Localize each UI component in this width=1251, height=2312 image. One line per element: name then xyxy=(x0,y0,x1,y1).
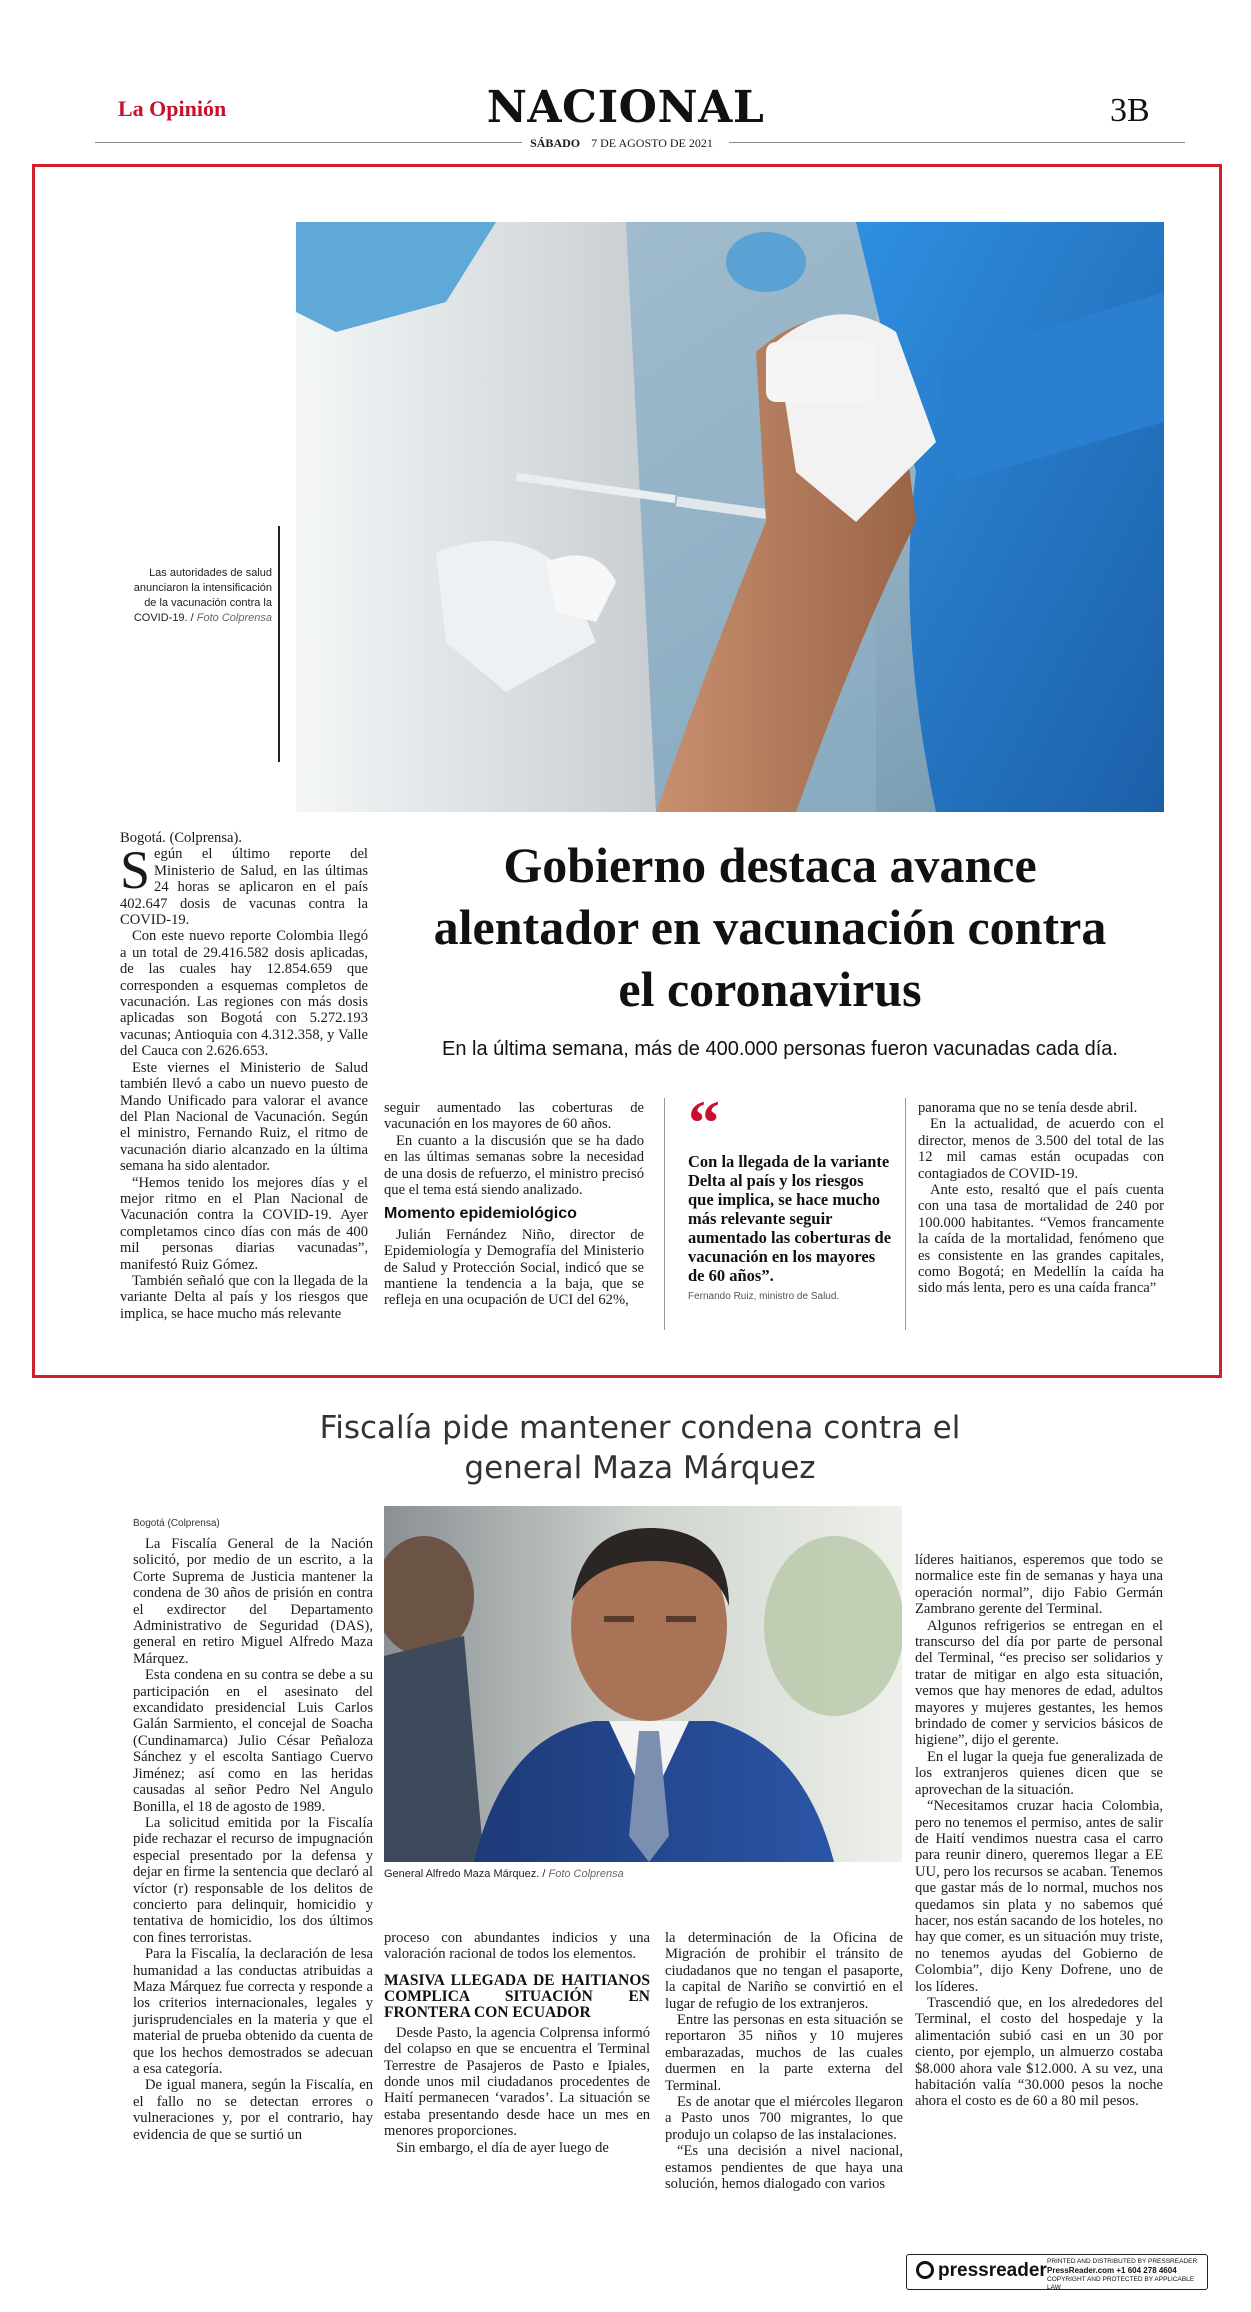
photo-credit: Foto Colprensa xyxy=(196,612,272,624)
article-paragraph: Esta condena en su contra se debe a su participación en el asesinato del excandidato presidencial Luis Carlos Galán Sarmiento, el concejal de Soacha (Cundinamarca) Julio César Peñaloza Sánchez y el escolta Santiago Cuervo Jiménez; así como en las heridas causadas al señor Pedro Nel Angulo Bonilla, el 18 de agosto de 1989. xyxy=(133,1667,373,1815)
article-paragraph: “Hemos tenido los mejores días y el mejor ritmo en el Plan Nacional de Vacunación contra la COVID-19. Ayer completamos cinco días con más de 400 mil personas diarias vacunadas”, manifestó Ruiz Gómez. xyxy=(120,1174,368,1273)
pressreader-logo xyxy=(916,2260,1047,2282)
article-paragraph: En la actualidad, de acuerdo con el director, menos de 3.500 del total de las 12 mil camas están ocupadas con contagiados de COVID-19. xyxy=(918,1116,1164,1182)
article2-column-4 xyxy=(915,1552,1163,2110)
photo2-credit: Foto Colprensa xyxy=(548,1868,624,1880)
column-divider xyxy=(664,1098,665,1330)
article-paragraph: Para la Fiscalía, la declaración de lesa humanidad a las conductas atribuidas a Maza Márquez fue correcta y responde a los criterios internacionales, legales y jurisprudenciales en la materia y que el material de prueba obtenido da cuenta de que los hechos demostrados se adecuan a esa categoría. xyxy=(133,1946,373,2077)
article-paragraph: Julián Fernández Niño, director de Epidemiología y Demografía del Ministerio de Salud y Protección Social, indicó que se mantiene la tendencia a la baja, que se refleja en una ocupación de UCI del 62%, xyxy=(384,1226,644,1309)
article-paragraph: “Es una decisión a nivel nacional, estamos pendientes de que haya una solución, hemos dialogado con varios xyxy=(665,2143,903,2193)
article-subheading: Momento epidemiológico xyxy=(384,1205,577,1223)
pressreader-icon xyxy=(916,2261,934,2279)
article-paragraph: Algunos refrigerios se entregan en el transcurso del día por parte de personal del Terminal, “es preciso ser solidarios y tratar de mitigar en algo esta situación, vemos que hay menores de edad, adultos mayores y mujeres gestantes, les hemos brindado de comer y servicios básicos de higiene”, dijo el gerente. xyxy=(915,1617,1163,1749)
vaccination-photo-illustration xyxy=(296,222,1164,812)
article-column-4 xyxy=(918,1100,1164,1297)
photo-caption: Las autoridades de salud anunciaron la intensificación de la vacunación contra la COVID-19. / Foto Colprensa xyxy=(133,567,272,624)
article2-subheading: MASIVA LLEGADA DE HAITIANOS COMPLICA SITUACIÓN EN FRONTERA CON ECUADOR xyxy=(384,1971,650,2021)
article-dateline: Bogotá. (Colprensa). xyxy=(120,830,242,846)
general-portrait-illustration xyxy=(384,1506,902,1862)
article-paragraph: Es de anotar que el miércoles llegaron a Pasto unos 700 migrantes, lo que produjo un colapso de las instalaciones. xyxy=(665,2094,903,2143)
pressreader-line1: PRINTED AND DISTRIBUTED BY PRESSREADER xyxy=(1047,2258,1198,2265)
pull-quote xyxy=(688,1087,892,1302)
photo2-caption-text: General Alfredo Maza Márquez. xyxy=(384,1868,540,1880)
article-paragraph: La Fiscalía General de la Nación solicitó, por medio de un escrito, a la Corte Suprema de Justicia mantener la condena de 30 años de prisión en contra el exdirector del Departamento Administrativo de Seguridad (DAS), general en retiro Miguel Alfredo Maza Márquez. xyxy=(133,1536,373,1667)
newspaper-brand: La Opinión xyxy=(118,96,227,121)
article-paragraph: Ante esto, resaltó que el país cuenta con una tasa de mortalidad de 240 por 100.000 habitantes. “Vemos francamente la caída de la mortalidad, fenómeno que es consistente en las grandes capitales, como Bogotá; en Medellín la caída ha sido más lenta, pero es una caída franca” xyxy=(918,1182,1164,1297)
article-headline: Gobierno destaca avance alentador en vacunación contra el coronavirus xyxy=(433,837,1107,1017)
article-paragraph: Trascendió que, en los alrededores del Terminal, el costo del hospedaje y la alimentación subió casi en un 30 por ciento, por ejemplo, un almuerzo costaba $8.000 ahora vale $12.000. A su vez, una habitación valía “30.000 pesos la noche ahora el costo es de 60 a 80 mil pesos. xyxy=(915,1994,1163,2110)
article-paragraph: panorama que no se tenía desde abril. xyxy=(918,1100,1138,1116)
article2-column-3 xyxy=(665,1930,903,2193)
pull-quote-source: Fernando Ruiz, ministro de Salud. xyxy=(688,1291,840,1302)
photo-caption-text: Las autoridades de salud anunciaron la intensificación de la vacunación contra la COVID-19. xyxy=(133,567,272,624)
article2-headline: Fiscalía pide mantener condena contra el general Maza Márquez xyxy=(319,1410,961,1486)
article-column-1 xyxy=(120,830,368,1322)
article-paragraph: “Necesitamos cruzar hacia Colombia, pero no tenemos el permiso, antes de salir de Haití vendimos nuestra casa el carro para reunir dinero, queremos llegar a EE UU, pero los recursos se acaban. Tenemos que gastar más de lo normal, muchos nos quedamos sin plata y no sabemos qué hacer, nos están sacando de los hoteles, no hay que comer, es un situación muy triste, no tenemos ayudas del Gobierno de Colombia”, dijo Keny Dofrene, uno de los líderes. xyxy=(915,1798,1163,1995)
issue-date-rest: 7 DE AGOSTO DE 2021 xyxy=(583,136,721,150)
article-paragraph: En el lugar la queja fue generalizada de los extranjeros quienes dicen que se aprovechan de la situación. xyxy=(915,1748,1163,1798)
drop-cap: S xyxy=(120,840,151,901)
article-paragraph: Sin embargo, el día de ayer luego de xyxy=(396,2139,609,2156)
article-paragraph: Entre las personas en esta situación se reportaron 35 niños y 10 mujeres embarazadas, muchos de las cuales duermen en la parte externa del Terminal. xyxy=(665,2012,903,2094)
article-paragraph-text: egún el último reporte del Ministerio de Salud, en las últimas 24 horas se aplicaron en el país 402.647 dosis de vacunas contra la COVID-19. xyxy=(120,846,368,929)
pressreader-logo-text: pressreader xyxy=(938,2260,1047,2281)
general-portrait-photo xyxy=(384,1506,902,1862)
article-paragraph xyxy=(120,840,368,929)
article2-byline: Bogotá (Colprensa) xyxy=(133,1518,220,1529)
article-paragraph: Desde Pasto, la agencia Colprensa informó del colapso en que se encuentra el Terminal Terrestre de Pasajeros de Pasto e Ipiales, donde unos mil ciudadanos procedentes de Haití permanecen ‘varados’. La situación se estaba presentando desde hace un mes en menores proporciones. xyxy=(384,2024,650,2140)
issue-day: SÁBADO xyxy=(530,136,581,150)
article-paragraph: Con este nuevo reporte Colombia llegó a un total de 29.416.582 dosis aplicadas, de las cuales hay 12.854.659 que corresponden a esquemas completos de vacunación. Las regiones con más dosis aplicadas son Bogotá con 5.272.193 vacunas; Antioquia con 4.312.358, y Valle del Cauca con 2.626.653. xyxy=(120,928,368,1060)
article-paragraph: Este viernes el Ministerio de Salud también llevó a cabo un nuevo puesto de Mando Unificado para valorar el avance del Plan Nacional de Vacunación. Según el ministro, Fernando Ruiz, el ritmo de vacunación diario alcanzado en la última semana ha sido alentador. xyxy=(120,1059,368,1175)
article-paragraph: También señaló que con la llegada de la variante Delta al país y los riesgos que implica, se hace mucho más relevante xyxy=(120,1272,368,1322)
article-paragraph: seguir aumentado las coberturas de vacunación en los mayores de 60 años. xyxy=(384,1100,644,1133)
article-paragraph: De igual manera, según la Fiscalía, en el fallo no se detectan errores o vulneraciones y, por el contrario, hay evidencia de que se surtió un xyxy=(133,2077,373,2143)
photo2-caption: General Alfredo Maza Márquez. / Foto Colprensa xyxy=(384,1868,624,1880)
article-subheadline: En la última semana, más de 400.000 personas fueron vacunadas cada día. xyxy=(442,1038,1118,1060)
page-number: 3B xyxy=(1110,92,1150,129)
pressreader-line2: PressReader.com +1 604 278 4604 xyxy=(1047,2266,1177,2275)
article-paragraph: En cuanto a la discusión que se ha dado en las últimas semanas sobre la necesidad de una dosis de refuerzo, el ministro precisó que el tema está siendo analizado. xyxy=(384,1132,644,1199)
article-paragraph: la determinación de la Oficina de Migración de prohibir el tránsito de ciudadanos que no tengan el pasaporte, la capital de Nariño se convirtió en el lugar de refugio de los extranjeros. xyxy=(665,1930,903,2012)
article-paragraph: La solicitud emitida por la Fiscalía pide rechazar el recurso de impugnación especial presentado por la defensa y dejar en firme la sentencia que declaró al víctor (r) responsable de los delitos de concierto para delinquir, homicidio y tentativa de homicidio, los dos últimos con fines terroristas. xyxy=(133,1814,373,1946)
column-divider xyxy=(905,1098,906,1330)
pull-quote-text: Con la llegada de la variante Delta al país y los riesgos que implica, se hace mucho más relevante seguir aumentado las coberturas de vacunación en los mayores de 60 años”. xyxy=(688,1152,892,1285)
article-paragraph: líderes haitianos, esperemos que todo se normalice este fin de semanas y haya una operación normal”, dijo Fabio Germán Zambrano gerente del Terminal. xyxy=(915,1552,1163,1618)
article-paragraph: proceso con abundantes indicios y una valoración racional de todos los elementos. xyxy=(384,1930,650,1963)
section-title: NACIONAL xyxy=(486,82,765,133)
article2-column-1 xyxy=(133,1536,373,2143)
caption-divider xyxy=(278,526,280,762)
pressreader-line3: COPYRIGHT AND PROTECTED BY APPLICABLE LAW xyxy=(1047,2276,1195,2291)
article2-column-2 xyxy=(384,1930,650,2156)
article-column-2 xyxy=(384,1100,644,1309)
quote-mark-icon: “ xyxy=(688,1087,720,1158)
pressreader-notice xyxy=(1047,2258,1205,2292)
vaccination-photo xyxy=(296,222,1164,812)
issue-date xyxy=(0,136,1251,151)
